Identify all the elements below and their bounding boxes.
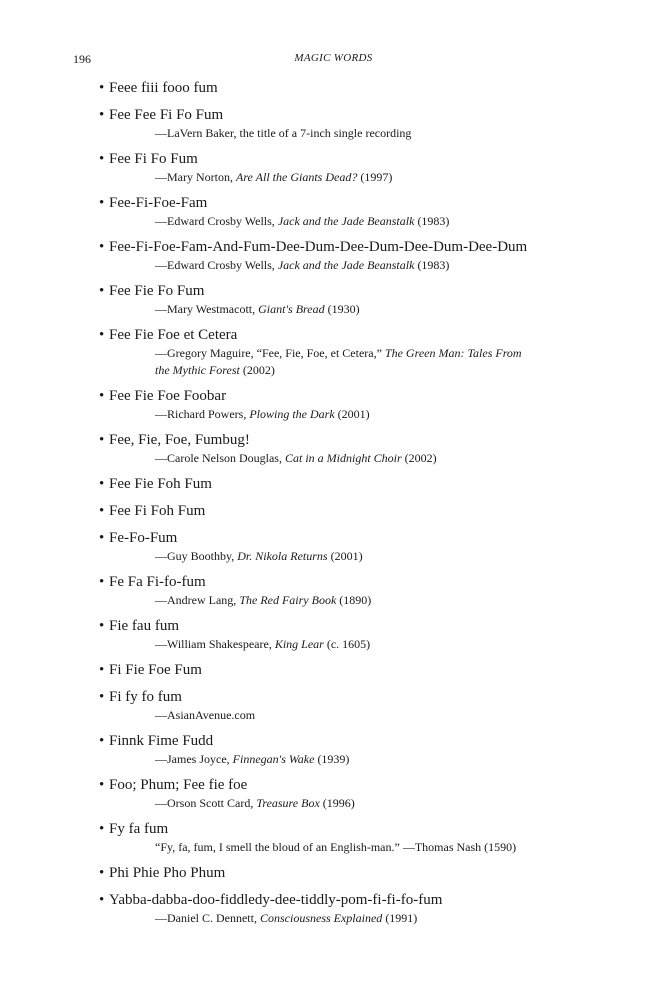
attribution-work-continued: the Mythic Forest (155, 363, 240, 377)
entry-term-text: Fi Fie Foe Fum (109, 662, 202, 678)
attribution-year: (1890) (336, 593, 372, 607)
entry-attribution (99, 548, 599, 565)
attribution-work: Jack and the Jade Beanstalk (277, 214, 415, 228)
attribution-author: Daniel C. Dennett, (167, 911, 260, 925)
attribution-author: AsianAvenue.com (167, 708, 256, 722)
entry-attribution (99, 636, 599, 653)
entry-quote: “Fy, fa, fum, I smell the bloud of an English-man.” —Thomas Nash (1590) (155, 840, 517, 854)
entry-term (99, 529, 599, 548)
entry-attribution (99, 592, 599, 609)
entry-term (99, 79, 599, 98)
list-item (99, 106, 599, 142)
attribution-dash: — (155, 346, 167, 360)
entry-term-text: Foo; Phum; Fee fie foe (109, 777, 248, 793)
entry-attribution (99, 751, 599, 768)
entry-term-text: Fy fa fum (109, 821, 169, 837)
list-item (99, 502, 599, 521)
list-item (99, 732, 599, 768)
attribution-dash: — (155, 126, 167, 140)
attribution-dash: — (155, 593, 167, 607)
entry-attribution (99, 707, 599, 724)
bullet-icon: • (99, 107, 105, 123)
entry-term (99, 891, 599, 910)
entry-term-text: Feee fiii fooo fum (109, 80, 218, 96)
attribution-year: (1930) (324, 302, 360, 316)
bullet-icon: • (99, 283, 105, 299)
entry-term (99, 776, 599, 795)
entry-attribution (99, 213, 599, 230)
attribution-year: (1983) (414, 258, 450, 272)
entry-term-text: Finnk Fime Fudd (109, 733, 214, 749)
attribution-dash: — (155, 752, 167, 766)
list-item (99, 529, 599, 565)
list-item (99, 475, 599, 494)
list-item (99, 776, 599, 812)
list-item (99, 79, 599, 98)
bullet-icon: • (99, 151, 105, 167)
attribution-dash: — (155, 549, 167, 563)
attribution-author: James Joyce, (167, 752, 233, 766)
page-number: 196 (73, 52, 91, 66)
entry-term-text: Fi fy fo fum (109, 689, 182, 705)
entry-list (99, 79, 599, 935)
list-item (99, 573, 599, 609)
attribution-dash: — (155, 407, 167, 421)
attribution-work: Giant's Bread (258, 302, 325, 316)
entry-attribution (99, 450, 599, 467)
list-item (99, 387, 599, 423)
attribution-year: (1983) (414, 214, 450, 228)
attribution-dash: — (155, 637, 167, 651)
attribution-year: (2002) (239, 363, 275, 377)
bullet-icon: • (99, 80, 105, 96)
entry-term-text: Fee Fie Foe et Cetera (109, 327, 238, 343)
attribution-work: King Lear (274, 637, 324, 651)
bullet-icon: • (99, 618, 105, 634)
bullet-icon: • (99, 195, 105, 211)
attribution-dash: — (155, 708, 167, 722)
attribution-dash: — (155, 214, 167, 228)
entry-term (99, 502, 599, 521)
entry-term (99, 661, 599, 680)
entry-term-text: Fee-Fi-Foe-Fam (109, 195, 208, 211)
page-header (0, 52, 667, 72)
bullet-icon: • (99, 777, 105, 793)
entry-attribution (99, 257, 599, 274)
bullet-icon: • (99, 388, 105, 404)
attribution-year: (1991) (382, 911, 418, 925)
attribution-author: Edward Crosby Wells, (167, 214, 278, 228)
attribution-work: Finnegan's Wake (232, 752, 315, 766)
entry-term-text: Fee Fi Foh Fum (109, 503, 206, 519)
entry-term (99, 573, 599, 592)
list-item (99, 688, 599, 724)
entry-attribution (99, 169, 599, 186)
attribution-year: (1997) (357, 170, 393, 184)
entry-term (99, 106, 599, 125)
entry-term (99, 864, 599, 883)
running-title: MAGIC WORDS (294, 52, 373, 64)
attribution-year: (1939) (314, 752, 350, 766)
attribution-work: Jack and the Jade Beanstalk (277, 258, 415, 272)
entry-term (99, 617, 599, 636)
attribution-author: Edward Crosby Wells, (167, 258, 278, 272)
entry-term (99, 194, 599, 213)
bullet-icon: • (99, 476, 105, 492)
list-item (99, 194, 599, 230)
entry-attribution (99, 301, 599, 318)
bullet-icon: • (99, 239, 105, 255)
list-item (99, 661, 599, 680)
attribution-year: (2001) (327, 549, 363, 563)
entry-term-text: Fe-Fo-Fum (109, 530, 178, 546)
bullet-icon: • (99, 865, 105, 881)
bullet-icon: • (99, 327, 105, 343)
entry-term (99, 475, 599, 494)
entry-attribution (99, 125, 599, 142)
list-item (99, 864, 599, 883)
attribution-year: (1996) (319, 796, 355, 810)
attribution-author: Richard Powers, (167, 407, 250, 421)
entry-term-text: Fe Fa Fi-fo-fum (109, 574, 206, 590)
entry-term (99, 282, 599, 301)
entry-term (99, 238, 599, 257)
attribution-author: LaVern Baker, the title of a 7-inch single recording (167, 126, 412, 140)
entry-term (99, 387, 599, 406)
entry-term-text: Phi Phie Pho Phum (109, 865, 226, 881)
entry-term-text: Fee-Fi-Foe-Fam-And-Fum-Dee-Dum-Dee-Dum-Dee-Dum-Dee-Dum (109, 239, 528, 255)
entry-attribution (99, 910, 599, 927)
attribution-work: Consciousness Explained (259, 911, 383, 925)
bullet-icon: • (99, 733, 105, 749)
list-item (99, 282, 599, 318)
attribution-work: Plowing the Dark (249, 407, 335, 421)
attribution-author: Carole Nelson Douglas, (167, 451, 285, 465)
entry-term (99, 431, 599, 450)
attribution-author: Gregory Maguire, “Fee, Fie, Foe, et Cetera,” (167, 346, 385, 360)
entry-term-text: Fie fau fum (109, 618, 179, 634)
entry-term-text: Fee Fie Fo Fum (109, 283, 205, 299)
attribution-dash: — (155, 911, 167, 925)
attribution-dash: — (155, 796, 167, 810)
entry-term-text: Yabba-dabba-doo-fiddledy-dee-tiddly-pom-fi-fi-fo-fum (109, 892, 443, 908)
attribution-dash: — (155, 258, 167, 272)
bullet-icon: • (99, 530, 105, 546)
entry-term (99, 150, 599, 169)
bullet-icon: • (99, 574, 105, 590)
entry-term (99, 688, 599, 707)
entry-term (99, 820, 599, 839)
attribution-author: Andrew Lang, (167, 593, 240, 607)
entry-term-text: Fee Fie Foe Foobar (109, 388, 227, 404)
list-item (99, 820, 599, 856)
attribution-work: Are All the Giants Dead? (236, 170, 358, 184)
entry-term (99, 326, 599, 345)
attribution-work: Dr. Nikola Returns (237, 549, 328, 563)
bullet-icon: • (99, 662, 105, 678)
attribution-work: Cat in a Midnight Choir (284, 451, 402, 465)
attribution-year: (2001) (334, 407, 370, 421)
attribution-author: William Shakespeare, (167, 637, 275, 651)
entry-term-text: Fee Fee Fi Fo Fum (109, 107, 224, 123)
entry-attribution (99, 406, 599, 423)
list-item (99, 238, 599, 274)
list-item (99, 326, 599, 379)
attribution-author: Mary Westmacott, (167, 302, 259, 316)
list-item (99, 431, 599, 467)
attribution-dash: — (155, 451, 167, 465)
attribution-author: Mary Norton, (167, 170, 236, 184)
attribution-work: The Red Fairy Book (239, 593, 337, 607)
entry-term-text: Fee Fi Fo Fum (109, 151, 198, 167)
attribution-year: (c. 1605) (323, 637, 371, 651)
bullet-icon: • (99, 892, 105, 908)
bullet-icon: • (99, 503, 105, 519)
bullet-icon: • (99, 821, 105, 837)
entry-term-text: Fee, Fie, Foe, Fumbug! (109, 432, 250, 448)
attribution-work: Treasure Box (256, 796, 320, 810)
bullet-icon: • (99, 432, 105, 448)
entry-attribution (99, 795, 599, 812)
attribution-dash: — (155, 170, 167, 184)
bullet-icon: • (99, 689, 105, 705)
attribution-dash: — (155, 302, 167, 316)
attribution-author: Orson Scott Card, (167, 796, 257, 810)
list-item (99, 617, 599, 653)
attribution-author: Guy Boothby, (167, 549, 238, 563)
entry-term-text: Fee Fie Foh Fum (109, 476, 212, 492)
list-item (99, 150, 599, 186)
attribution-year: (2002) (401, 451, 437, 465)
entry-term (99, 732, 599, 751)
attribution-work: The Green Man: Tales From (384, 346, 522, 360)
entry-attribution (99, 345, 599, 379)
list-item (99, 891, 599, 927)
